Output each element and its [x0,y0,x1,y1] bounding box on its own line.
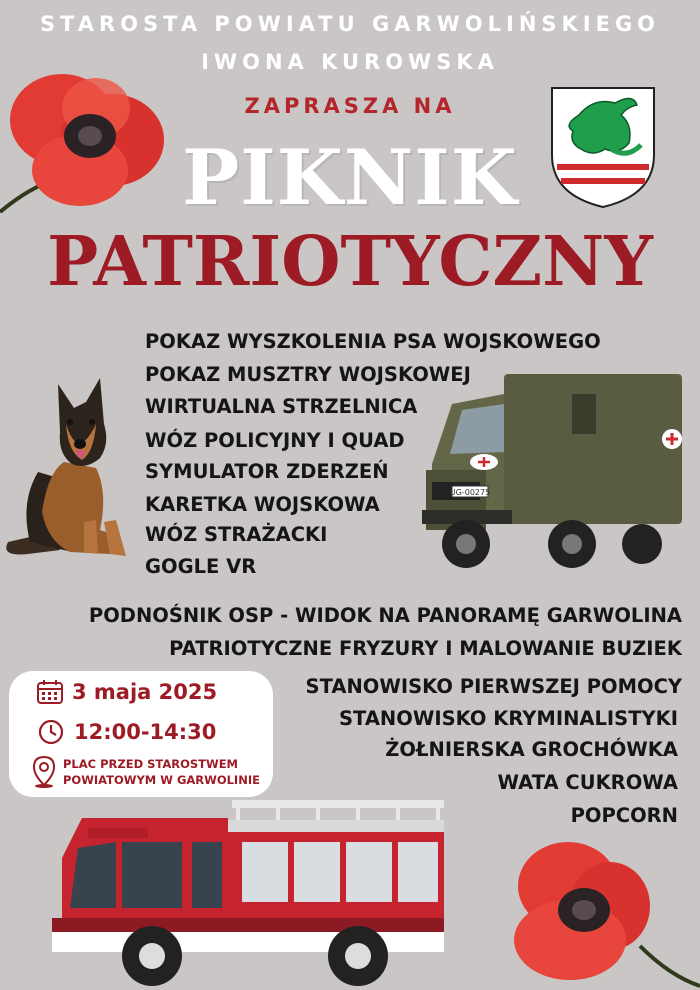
german-shepherd-dog-icon [0,372,140,567]
calendar-icon [36,679,64,705]
military-ambulance-icon [422,364,692,582]
event-place-line1: PLAC PRZED STAROSTWEM [63,757,239,771]
attraction-item: PODNOŚNIK OSP - WIDOK NA PANORAMĘ GARWOLINA [88,604,682,627]
event-time: 12:00-14:30 [74,720,217,744]
clock-icon [38,719,64,745]
attraction-item: ŻOŁNIERSKA GROCHÓWKA [385,738,678,761]
invite-text: ZAPRASZA NA [244,94,456,118]
attraction-item: PATRIOTYCZNE FRYZURY I MALOWANIE BUZIEK [169,637,682,660]
attraction-item: GOGLE VR [145,555,257,578]
fire-truck-icon [52,798,447,990]
event-title-line1: PIKNIK [182,133,518,222]
attraction-item: WÓZ POLICYJNY I QUAD [145,429,405,452]
event-info-card [9,671,273,797]
event-title-line2: PATRIOTYCZNY [47,222,653,302]
attraction-item: SYMULATOR ZDERZEŃ [145,460,389,483]
attraction-item: POKAZ MUSZTRY WOJSKOWEJ [145,363,471,386]
organizer-title: STAROSTA POWIATU GARWOLIŃSKIEGO [39,12,661,36]
attraction-item: WATA CUKROWA [497,771,678,794]
attraction-item: STANOWISKO PIERWSZEJ POMOCY [305,675,682,698]
attraction-item: WÓZ STRAŻACKI [145,523,328,546]
event-date: 3 maja 2025 [72,680,218,704]
organizer-name: IWONA KUROWSKA [201,50,499,74]
event-place-line2: POWIATOWYM W GARWOLINIE [63,773,260,787]
attraction-item: POPCORN [570,804,678,827]
license-plate: UG-00275 [449,488,491,497]
location-pin-icon [31,755,57,789]
poppy-flower-icon [510,836,700,990]
attraction-item: POKAZ WYSZKOLENIA PSA WOJSKOWEGO [145,330,601,353]
attraction-item: WIRTUALNA STRZELNICA [145,395,418,418]
attraction-item: STANOWISKO KRYMINALISTYKI [339,707,678,730]
attraction-item: KARETKA WOJSKOWA [145,493,380,516]
